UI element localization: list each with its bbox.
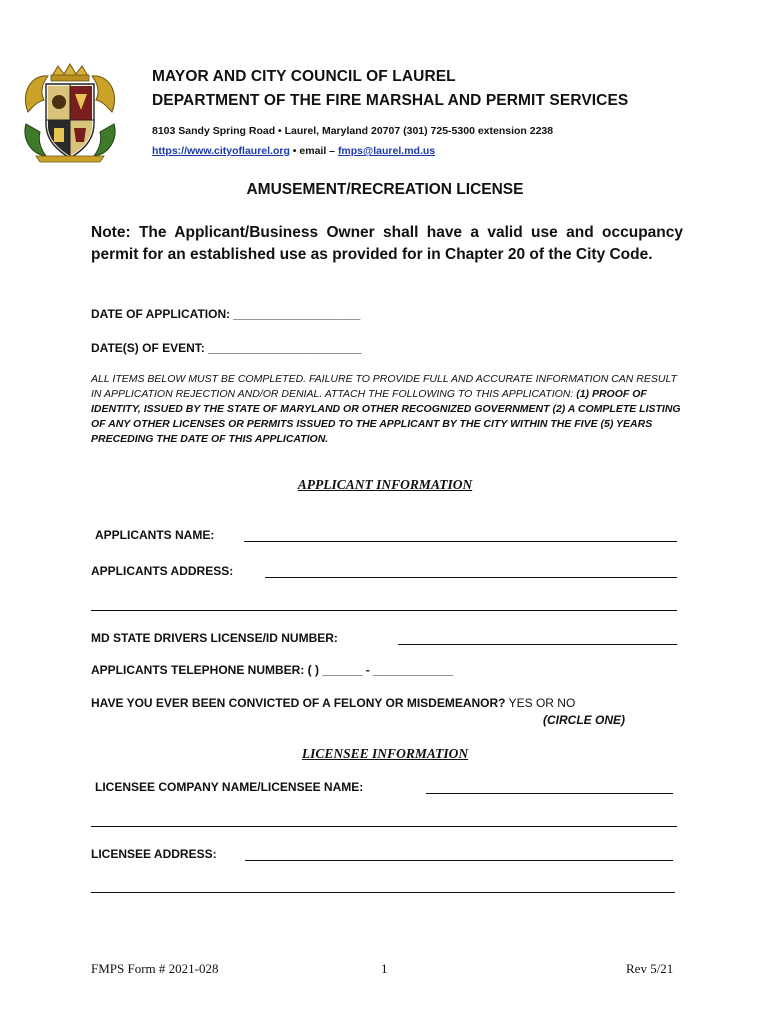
- revision-date: Rev 5/21: [626, 961, 674, 976]
- applicant-name-label: APPLICANTS NAME:: [95, 528, 215, 542]
- org-name: MAYOR AND CITY COUNCIL OF LAUREL: [152, 68, 456, 85]
- email-link[interactable]: fmps@laurel.md.us: [337, 145, 436, 157]
- licensee-address-line-2[interactable]: [91, 892, 675, 893]
- contact-line: [152, 145, 435, 157]
- form-number: FMPS Form # 2021-028: [91, 961, 219, 976]
- email-label: email –: [299, 145, 336, 157]
- department-name: DEPARTMENT OF THE FIRE MARSHAL AND PERMIT SERVICES: [152, 92, 629, 109]
- applicant-name-line[interactable]: [244, 541, 677, 542]
- licensee-section-heading: LICENSEE INFORMATION: [301, 746, 469, 761]
- licensee-name-line[interactable]: [426, 793, 673, 794]
- circle-one-hint: (CIRCLE ONE): [543, 713, 625, 727]
- instructions-text: ALL ITEMS BELOW MUST BE COMPLETED. FAILURE TO PROVIDE FULL AND ACCURATE INFORMATION CAN RESULT IN APPLICATION REJECTION AND/OR DENIAL. ATTACH THE FOLLOWING TO THIS APPLICATION:: [91, 373, 677, 400]
- office-address: 8103 Sandy Spring Road • Laurel, Maryland 20707 (301) 725-5300 extension 2238: [152, 125, 554, 137]
- page-number: 1: [381, 961, 388, 976]
- licensee-name-label: LICENSEE COMPANY NAME/LICENSEE NAME:: [95, 780, 364, 794]
- felony-question-line: [91, 696, 575, 710]
- applicant-address-label: APPLICANTS ADDRESS:: [91, 564, 234, 578]
- felony-question: HAVE YOU EVER BEEN CONVICTED OF A FELONY OR MISDEMEANOR?: [91, 696, 506, 710]
- instructions-attachments: (1) PROOF OF IDENTITY, ISSUED BY THE STATE OF MARYLAND OR OTHER RECOGNIZED GOVERNMENT (2) A COMPLETE LISTING OF ANY OTHER LICENSES OR PERMITS ISSUED TO THE APPLICANT BY THE CITY WITHIN THE FIVE (5) YEARS PRECEDING THE DATE OF THIS APPLICATION.: [91, 388, 681, 445]
- drivers-license-label: MD STATE DRIVERS LICENSE/ID NUMBER:: [91, 631, 338, 645]
- felony-options[interactable]: YES OR NO: [505, 696, 576, 710]
- applicant-section-heading: APPLICANT INFORMATION: [297, 477, 473, 492]
- city-seal-logo: [18, 62, 122, 164]
- form-title: AMUSEMENT/RECREATION LICENSE: [246, 181, 524, 198]
- licensee-address-line[interactable]: [245, 860, 673, 861]
- date-of-application-field[interactable]: DATE OF APPLICATION: ___________________: [91, 307, 361, 321]
- instructions-block: [91, 372, 681, 447]
- separator-bullet: •: [292, 145, 297, 157]
- occupancy-note: Note: The Applicant/Business Owner shall have a valid use and occupancy permit for an established use as provided for in Chapter 20 of the City Code.: [91, 224, 683, 263]
- website-link[interactable]: https://www.cityoflaurel.org: [152, 145, 290, 157]
- applicant-address-line[interactable]: [265, 577, 677, 578]
- applicant-address-line-2[interactable]: [91, 610, 677, 611]
- applicant-phone-field[interactable]: APPLICANTS TELEPHONE NUMBER: ( ) ______ - ____________: [91, 663, 454, 677]
- drivers-license-line[interactable]: [398, 644, 677, 645]
- dates-of-event-field[interactable]: DATE(S) OF EVENT: _______________________: [91, 341, 362, 355]
- licensee-address-label: LICENSEE ADDRESS:: [91, 847, 217, 861]
- licensee-name-line-2[interactable]: [91, 826, 677, 827]
